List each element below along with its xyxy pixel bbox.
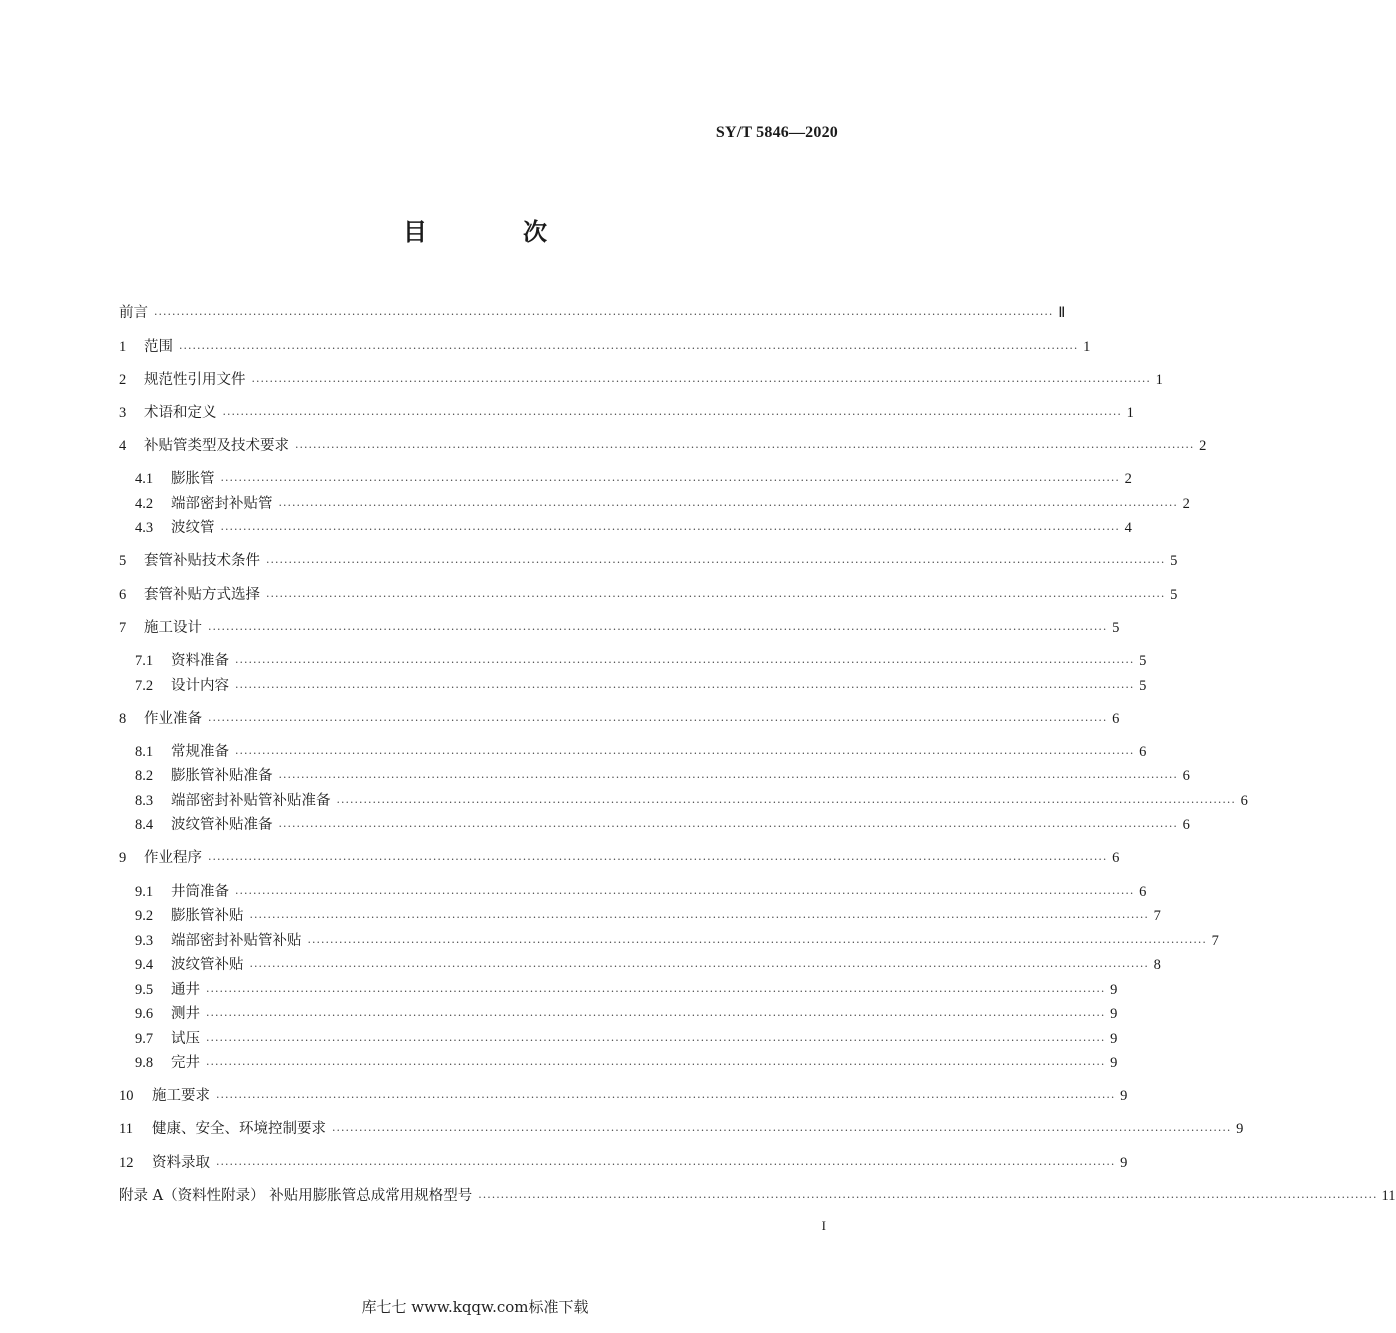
toc-entry[interactable]	[135, 954, 1161, 976]
toc-entry-label: 波纹管补贴准备	[171, 817, 273, 833]
toc-entry-label: 规范性引用文件	[144, 372, 246, 388]
toc-entry-page: 1	[1126, 405, 1134, 421]
toc-entry-page: 8	[1153, 957, 1161, 973]
toc-entry-label: 端部密封补贴管	[171, 496, 273, 512]
toc-entry-page: 1	[1155, 372, 1163, 388]
dot-leader: ········································································································································································································	[179, 342, 1079, 355]
toc-entry-number: 9.5	[135, 982, 154, 998]
dot-leader: ········································································································································································································	[235, 681, 1135, 694]
toc-entry-number: 9.7	[135, 1031, 154, 1047]
toc-entry-number: 9.4	[135, 957, 154, 973]
dot-leader: ········································································································································································································	[249, 960, 1149, 973]
toc-entry[interactable]	[119, 1118, 1244, 1140]
toc-entry[interactable]	[119, 1085, 1128, 1107]
toc-entry[interactable]	[135, 650, 1147, 672]
toc-entry[interactable]	[119, 1185, 1396, 1207]
toc-entry-label: 完井	[171, 1055, 200, 1071]
toc-entry-page: 6	[1182, 817, 1190, 833]
dot-leader: ········································································································································································································	[278, 499, 1178, 512]
dot-leader: ········································································································································································································	[220, 474, 1120, 487]
toc-entry-page: 5	[1139, 678, 1147, 694]
toc-entry-number: 9.2	[135, 908, 154, 924]
toc-entry-number: 12	[119, 1155, 134, 1171]
toc-entry-label: 资料准备	[171, 653, 229, 669]
dot-leader: ········································································································································································································	[235, 887, 1135, 900]
toc-entry-label: 施工要求	[152, 1088, 210, 1104]
standard-number: SY/T 5846—2020	[715, 124, 838, 141]
page-number: I	[821, 1218, 826, 1233]
toc-entry[interactable]	[135, 979, 1118, 1001]
toc-entry-page: 6	[1182, 768, 1190, 784]
toc-entry[interactable]	[119, 584, 1178, 606]
toc-entry[interactable]	[119, 402, 1134, 424]
toc-entry[interactable]	[119, 708, 1120, 730]
toc-entry[interactable]	[135, 468, 1132, 490]
toc-entry-page: 9	[1236, 1121, 1244, 1137]
toc-entry[interactable]	[135, 675, 1147, 697]
toc-entry-page: 6	[1112, 850, 1120, 866]
toc-entry-number: 9.8	[135, 1055, 154, 1071]
toc-entry[interactable]	[119, 550, 1178, 572]
dot-leader: ········································································································································································································	[206, 1034, 1106, 1047]
toc-entry-number: 3	[119, 405, 127, 421]
toc-entry-page: 5	[1170, 553, 1178, 569]
toc-entry-label: 健康、安全、环境控制要求	[152, 1121, 326, 1137]
dot-leader: ········································································································································································································	[295, 441, 1195, 454]
toc-entry-number: 9.3	[135, 933, 154, 949]
toc-entry-page: 6	[1139, 744, 1147, 760]
toc-entry-label: 作业准备	[144, 711, 202, 727]
toc-entry[interactable]	[119, 435, 1207, 457]
toc-entry[interactable]	[119, 302, 1066, 324]
toc-entry-label: 膨胀管补贴准备	[171, 768, 273, 784]
dot-leader: ········································································································································································································	[278, 771, 1178, 784]
toc-entry-number: 8	[119, 711, 127, 727]
dot-leader: ········································································································································································································	[206, 1058, 1106, 1071]
toc-entry[interactable]	[135, 765, 1190, 787]
toc-entry-label: 通井	[171, 982, 200, 998]
toc-entry-label: 前言	[119, 305, 148, 321]
toc-entry-label: 端部密封补贴管补贴	[171, 933, 302, 949]
toc-entry-page: 9	[1110, 1055, 1118, 1071]
toc-entry-number: 10	[119, 1088, 134, 1104]
dot-leader: ········································································································································································································	[478, 1191, 1378, 1204]
dot-leader: ········································································································································································································	[266, 590, 1166, 603]
toc-entry-page: 1	[1083, 339, 1091, 355]
toc-entry[interactable]	[135, 741, 1147, 763]
dot-leader: ········································································································································································································	[251, 375, 1151, 388]
toc-entry-label: 设计内容	[171, 678, 229, 694]
toc-entry[interactable]	[135, 881, 1147, 903]
toc-entry-page: 7	[1211, 933, 1219, 949]
dot-leader: ········································································································································································································	[266, 556, 1166, 569]
dot-leader: ········································································································································································································	[307, 936, 1207, 949]
toc-entry-number: 8.4	[135, 817, 154, 833]
toc-entry-number: 7.1	[135, 653, 154, 669]
dot-leader: ········································································································································································································	[208, 623, 1108, 636]
toc-entry-number: 6	[119, 587, 127, 603]
toc-entry[interactable]	[135, 905, 1161, 927]
toc-entry[interactable]	[135, 814, 1190, 836]
toc-entry[interactable]	[119, 1152, 1128, 1174]
page-title: 目 次	[403, 218, 583, 246]
dot-leader: ········································································································································································································	[154, 308, 1054, 321]
toc-entry-number: 4.2	[135, 496, 154, 512]
toc-entry[interactable]	[135, 1028, 1118, 1050]
toc-entry[interactable]	[135, 517, 1132, 539]
toc-entry-label: 波纹管补贴	[171, 957, 244, 973]
dot-leader: ········································································································································································································	[222, 408, 1122, 421]
dot-leader: ········································································································································································································	[208, 853, 1108, 866]
toc-entry-page: 6	[1139, 884, 1147, 900]
dot-leader: ········································································································································································································	[235, 656, 1135, 669]
toc-entry-label: 测井	[171, 1006, 200, 1022]
toc-entry-number: 9.6	[135, 1006, 154, 1022]
dot-leader: ········································································································································································································	[278, 820, 1178, 833]
toc-entry-page: 2	[1199, 438, 1207, 454]
toc-entry-number: 4.3	[135, 520, 154, 536]
toc-entry-number: 4	[119, 438, 127, 454]
toc-entry-number: 8.3	[135, 793, 154, 809]
toc-entry-label: 套管补贴方式选择	[144, 587, 260, 603]
toc-entry-number: 9	[119, 850, 127, 866]
dot-leader: ········································································································································································································	[220, 523, 1120, 536]
toc-entry-page: 2	[1182, 496, 1190, 512]
toc-entry-number: 8.2	[135, 768, 154, 784]
dot-leader: ········································································································································································································	[235, 747, 1135, 760]
toc-entry-page: 5	[1112, 620, 1120, 636]
toc-entry-number: 9.1	[135, 884, 154, 900]
watermark-text: 库七七 www.kqqw.com标准下载	[361, 1298, 589, 1316]
dot-leader: ········································································································································································································	[216, 1158, 1116, 1171]
toc-entry-page: 9	[1120, 1088, 1128, 1104]
toc-entry-page: Ⅱ	[1058, 305, 1066, 321]
toc-entry-page: 9	[1110, 1031, 1118, 1047]
toc-entry-number: 8.1	[135, 744, 154, 760]
toc-entry-number: 5	[119, 553, 127, 569]
toc-entry-page: 9	[1120, 1155, 1128, 1171]
toc-entry[interactable]	[135, 1052, 1118, 1074]
dot-leader: ········································································································································································································	[216, 1091, 1116, 1104]
toc-entry-label: 试压	[171, 1031, 200, 1047]
toc-entry-page: 5	[1139, 653, 1147, 669]
toc-entry-label: 套管补贴技术条件	[144, 553, 260, 569]
toc-entry[interactable]	[119, 336, 1091, 358]
toc-entry[interactable]	[135, 493, 1190, 515]
toc-entry-label: 膨胀管补贴	[171, 908, 244, 924]
toc-entry-label: 资料录取	[152, 1155, 210, 1171]
toc-entry[interactable]	[119, 617, 1120, 639]
toc-entry-label: 施工设计	[144, 620, 202, 636]
dot-leader: ········································································································································································································	[206, 985, 1106, 998]
toc-entry-label: 术语和定义	[144, 405, 217, 421]
toc-entry-label: 井筒准备	[171, 884, 229, 900]
toc-entry-page: 9	[1110, 982, 1118, 998]
dot-leader: ········································································································································································································	[336, 796, 1236, 809]
toc-entry-number: 7.2	[135, 678, 154, 694]
toc-entry-label: 波纹管	[171, 520, 215, 536]
toc-entry-page: 6	[1112, 711, 1120, 727]
toc-entry-number: 11	[119, 1121, 133, 1137]
toc-entry-page: 7	[1153, 908, 1161, 924]
dot-leader: ········································································································································································································	[208, 714, 1108, 727]
toc-entry-number: 2	[119, 372, 127, 388]
toc-entry-page: 11	[1381, 1188, 1396, 1204]
toc-entry-page: 9	[1110, 1006, 1118, 1022]
toc-entry[interactable]	[135, 790, 1248, 812]
toc-entry-page: 2	[1124, 471, 1132, 487]
toc-entry-label: 端部密封补贴管补贴准备	[171, 793, 331, 809]
toc-entry-number: 7	[119, 620, 127, 636]
dot-leader: ········································································································································································································	[206, 1009, 1106, 1022]
toc-entry-number: 1	[119, 339, 127, 355]
toc-entry-label: 膨胀管	[171, 471, 215, 487]
toc-entry[interactable]	[135, 930, 1219, 952]
toc-entry-label: 范围	[144, 339, 173, 355]
toc-entry[interactable]	[119, 369, 1163, 391]
toc-entry-label: 作业程序	[144, 850, 202, 866]
toc-entry-number: 4.1	[135, 471, 154, 487]
dot-leader: ········································································································································································································	[332, 1124, 1232, 1137]
toc-entry[interactable]	[135, 1003, 1118, 1025]
toc-entry-page: 6	[1240, 793, 1248, 809]
dot-leader: ········································································································································································································	[249, 911, 1149, 924]
toc-entry[interactable]	[119, 847, 1120, 869]
toc-entry-label: 常规准备	[171, 744, 229, 760]
toc-entry-label: 补贴管类型及技术要求	[144, 438, 289, 454]
toc-entry-label: 附录 A（资料性附录） 补贴用膨胀管总成常用规格型号	[119, 1188, 473, 1204]
toc-entry-page: 5	[1170, 587, 1178, 603]
toc-entry-page: 4	[1124, 520, 1132, 536]
